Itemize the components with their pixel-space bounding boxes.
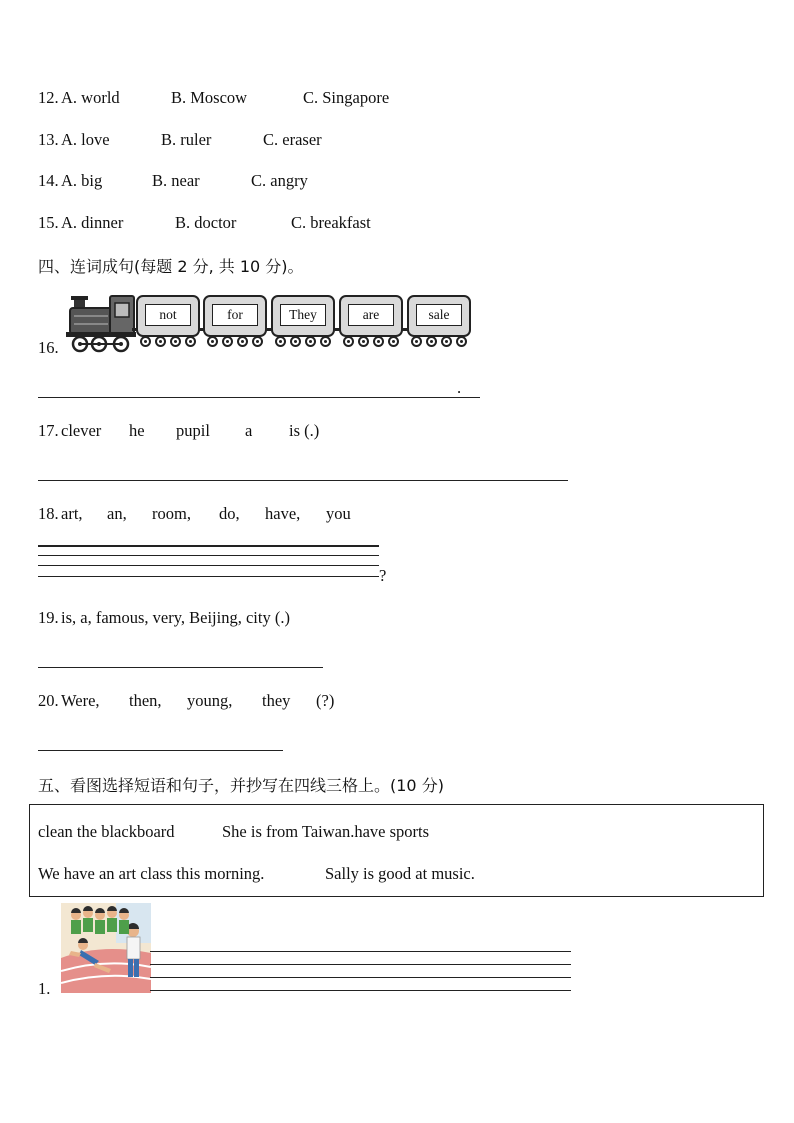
option-b: B. doctor (175, 213, 237, 232)
word-list: is, a, famous, very, Beijing, city (.) (61, 608, 290, 627)
word: he (129, 421, 145, 440)
question-number: 19. (38, 608, 59, 627)
word: room, (152, 504, 191, 523)
section-4-heading: 四、连词成句(每题 2 分, 共 10 分)。 (38, 257, 304, 276)
option-c: C. eraser (263, 130, 322, 149)
option-a: A. dinner (61, 213, 124, 232)
train-car (271, 295, 335, 337)
option-b: B. ruler (161, 130, 212, 149)
question-number: 20. (38, 691, 59, 710)
train-car (407, 295, 471, 337)
word-train (66, 292, 476, 354)
word: a (245, 421, 253, 440)
word: an, (107, 504, 127, 523)
word: Were, (61, 691, 100, 710)
q20-answer-line[interactable] (38, 750, 283, 751)
word: pupil (176, 421, 210, 440)
word: (?) (316, 691, 335, 710)
train-car (203, 295, 267, 337)
option-phrase: She is from Taiwan.have sports (222, 822, 430, 841)
word: do, (219, 504, 240, 523)
train-car (339, 295, 403, 337)
car-word: sale (416, 304, 462, 326)
option-c: C. angry (251, 171, 308, 190)
option-c: C. Singapore (303, 88, 390, 107)
question-number: 17. (38, 421, 59, 440)
word: have, (265, 504, 301, 523)
option-a: A. big (61, 171, 103, 190)
word: they (262, 691, 291, 710)
q18-end-question-mark: ? (379, 566, 387, 585)
s5-q1-number: 1. (38, 979, 51, 998)
option-box (29, 804, 764, 897)
word: art, (61, 504, 83, 523)
question-number: 14. (38, 171, 59, 190)
q17-answer-line[interactable] (38, 480, 568, 481)
locomotive-icon (66, 292, 138, 354)
option-c: C. breakfast (291, 213, 371, 232)
option-b: B. near (152, 171, 200, 190)
option-a: A. world (61, 88, 120, 107)
section-5-heading: 五、看图选择短语和句子，并抄写在四线三格上。(10 分) (38, 776, 444, 795)
option-phrase: Sally is good at music. (325, 864, 475, 883)
q16-answer-line[interactable] (38, 397, 480, 398)
question-number: 18. (38, 504, 59, 523)
q19-answer-line[interactable] (38, 667, 323, 668)
option-a: A. love (61, 130, 110, 149)
option-phrase: clean the blackboard (38, 822, 175, 841)
word: clever (61, 421, 102, 440)
car-word: not (145, 304, 191, 326)
word: is (.) (289, 421, 320, 440)
car-word: are (348, 304, 394, 326)
option-phrase: We have an art class this morning. (38, 864, 265, 883)
question-number: 15. (38, 213, 59, 232)
q16-number: 16. (38, 338, 59, 357)
q16-end-period: . (457, 378, 462, 397)
question-number: 12. (38, 88, 59, 107)
car-word: They (280, 304, 326, 326)
car-word: for (212, 304, 258, 326)
word: you (326, 504, 351, 523)
word: then, (129, 691, 162, 710)
train-car (136, 295, 200, 337)
sports-picture (61, 903, 151, 993)
word: young, (187, 691, 233, 710)
option-b: B. Moscow (171, 88, 248, 107)
question-number: 13. (38, 130, 59, 149)
